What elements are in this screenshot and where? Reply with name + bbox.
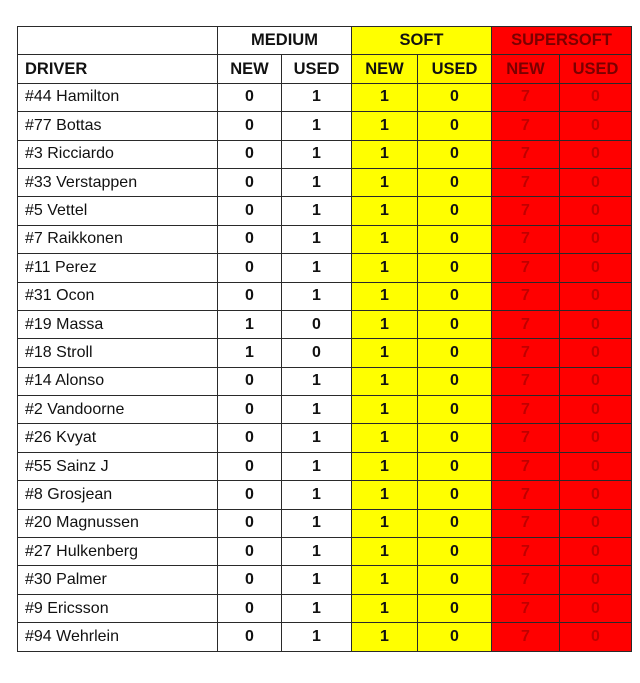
group-header-row [18,27,632,55]
supersoft-used-cell: 0 [560,509,632,537]
medium-used-cell: 1 [282,282,352,310]
medium-new-cell: 0 [218,452,282,480]
table-row [18,339,632,367]
soft-used-cell: 0 [418,594,492,622]
medium-new-cell: 0 [218,112,282,140]
medium-used-header: USED [282,55,352,83]
table-row [18,168,632,196]
soft-new-cell: 1 [352,594,418,622]
medium-new-cell: 0 [218,396,282,424]
soft-used-cell: 0 [418,509,492,537]
soft-new-cell: 1 [352,509,418,537]
supersoft-new-cell: 7 [492,481,560,509]
table-row [18,83,632,111]
medium-used-cell: 1 [282,197,352,225]
driver-name-cell: #18 Stroll [18,339,218,367]
supersoft-new-cell: 7 [492,566,560,594]
driver-name-cell: #94 Wehrlein [18,623,218,651]
soft-new-cell: 1 [352,83,418,111]
table-row [18,367,632,395]
soft-new-cell: 1 [352,452,418,480]
soft-used-cell: 0 [418,367,492,395]
medium-new-cell: 0 [218,509,282,537]
medium-new-cell: 0 [218,424,282,452]
soft-new-cell: 1 [352,254,418,282]
table-row [18,538,632,566]
table-row [18,396,632,424]
supersoft-used-cell: 0 [560,594,632,622]
table-row [18,509,632,537]
soft-new-cell: 1 [352,197,418,225]
table-body [18,27,632,652]
supersoft-new-cell: 7 [492,282,560,310]
soft-used-cell: 0 [418,452,492,480]
medium-new-cell: 0 [218,254,282,282]
supersoft-new-cell: 7 [492,112,560,140]
tire-allocation-table [17,26,632,652]
supersoft-new-cell: 7 [492,367,560,395]
medium-new-cell: 0 [218,623,282,651]
supersoft-used-cell: 0 [560,140,632,168]
soft-used-cell: 0 [418,254,492,282]
driver-name-cell: #31 Ocon [18,282,218,310]
soft-used-header: USED [418,55,492,83]
soft-used-cell: 0 [418,168,492,196]
table-row [18,424,632,452]
driver-name-cell: #14 Alonso [18,367,218,395]
driver-name-cell: #3 Ricciardo [18,140,218,168]
medium-used-cell: 1 [282,623,352,651]
supersoft-used-cell: 0 [560,367,632,395]
supersoft-used-header: USED [560,55,632,83]
medium-new-cell: 0 [218,566,282,594]
supersoft-used-cell: 0 [560,424,632,452]
soft-new-cell: 1 [352,112,418,140]
driver-name-cell: #30 Palmer [18,566,218,594]
soft-new-cell: 1 [352,481,418,509]
soft-used-cell: 0 [418,310,492,338]
supersoft-new-cell: 7 [492,168,560,196]
supersoft-used-cell: 0 [560,254,632,282]
driver-name-cell: #2 Vandoorne [18,396,218,424]
driver-name-cell: #55 Sainz J [18,452,218,480]
soft-used-cell: 0 [418,339,492,367]
supersoft-used-cell: 0 [560,452,632,480]
driver-name-cell: #77 Bottas [18,112,218,140]
medium-group-header: MEDIUM [218,27,352,55]
soft-used-cell: 0 [418,197,492,225]
medium-new-cell: 1 [218,310,282,338]
supersoft-new-cell: 7 [492,339,560,367]
supersoft-group-header: SUPERSOFT [492,27,632,55]
medium-new-cell: 0 [218,538,282,566]
table-row [18,225,632,253]
supersoft-new-cell: 7 [492,225,560,253]
soft-new-cell: 1 [352,396,418,424]
medium-new-cell: 0 [218,225,282,253]
supersoft-used-cell: 0 [560,481,632,509]
table-row [18,594,632,622]
soft-used-cell: 0 [418,140,492,168]
soft-used-cell: 0 [418,396,492,424]
soft-new-cell: 1 [352,310,418,338]
medium-new-cell: 0 [218,168,282,196]
table-row [18,452,632,480]
soft-new-cell: 1 [352,538,418,566]
driver-column-header: DRIVER [18,55,218,83]
empty-corner-cell [18,27,218,55]
medium-used-cell: 1 [282,594,352,622]
medium-used-cell: 1 [282,367,352,395]
supersoft-new-cell: 7 [492,140,560,168]
medium-new-cell: 0 [218,282,282,310]
soft-used-cell: 0 [418,112,492,140]
medium-used-cell: 1 [282,452,352,480]
soft-new-cell: 1 [352,225,418,253]
supersoft-new-cell: 7 [492,424,560,452]
medium-new-cell: 0 [218,594,282,622]
driver-name-cell: #44 Hamilton [18,83,218,111]
table-row [18,112,632,140]
supersoft-used-cell: 0 [560,566,632,594]
medium-used-cell: 1 [282,396,352,424]
driver-name-cell: #5 Vettel [18,197,218,225]
supersoft-new-cell: 7 [492,452,560,480]
table-row [18,197,632,225]
driver-name-cell: #33 Verstappen [18,168,218,196]
supersoft-used-cell: 0 [560,168,632,196]
table-row [18,254,632,282]
supersoft-new-cell: 7 [492,538,560,566]
table-row [18,481,632,509]
soft-new-cell: 1 [352,424,418,452]
supersoft-new-cell: 7 [492,594,560,622]
table-row [18,282,632,310]
supersoft-new-cell: 7 [492,83,560,111]
soft-used-cell: 0 [418,566,492,594]
soft-new-cell: 1 [352,168,418,196]
supersoft-used-cell: 0 [560,197,632,225]
medium-new-cell: 0 [218,367,282,395]
medium-used-cell: 1 [282,254,352,282]
supersoft-used-cell: 0 [560,282,632,310]
supersoft-new-header: NEW [492,55,560,83]
soft-new-cell: 1 [352,566,418,594]
driver-name-cell: #8 Grosjean [18,481,218,509]
medium-used-cell: 0 [282,339,352,367]
soft-new-cell: 1 [352,140,418,168]
medium-used-cell: 1 [282,481,352,509]
soft-used-cell: 0 [418,83,492,111]
supersoft-used-cell: 0 [560,396,632,424]
driver-name-cell: #19 Massa [18,310,218,338]
soft-new-header: NEW [352,55,418,83]
soft-used-cell: 0 [418,282,492,310]
supersoft-used-cell: 0 [560,310,632,338]
supersoft-used-cell: 0 [560,112,632,140]
soft-new-cell: 1 [352,367,418,395]
supersoft-new-cell: 7 [492,623,560,651]
driver-name-cell: #20 Magnussen [18,509,218,537]
supersoft-used-cell: 0 [560,623,632,651]
table-row [18,310,632,338]
soft-used-cell: 0 [418,481,492,509]
medium-used-cell: 1 [282,112,352,140]
soft-used-cell: 0 [418,225,492,253]
supersoft-used-cell: 0 [560,83,632,111]
medium-used-cell: 1 [282,566,352,594]
medium-used-cell: 1 [282,140,352,168]
medium-new-cell: 0 [218,481,282,509]
supersoft-new-cell: 7 [492,396,560,424]
supersoft-new-cell: 7 [492,310,560,338]
soft-new-cell: 1 [352,623,418,651]
driver-name-cell: #9 Ericsson [18,594,218,622]
supersoft-new-cell: 7 [492,509,560,537]
medium-new-cell: 0 [218,83,282,111]
soft-group-header: SOFT [352,27,492,55]
medium-used-cell: 1 [282,168,352,196]
driver-name-cell: #27 Hulkenberg [18,538,218,566]
medium-new-cell: 0 [218,197,282,225]
medium-used-cell: 0 [282,310,352,338]
soft-used-cell: 0 [418,623,492,651]
medium-used-cell: 1 [282,509,352,537]
medium-new-header: NEW [218,55,282,83]
medium-new-cell: 0 [218,140,282,168]
supersoft-new-cell: 7 [492,197,560,225]
supersoft-used-cell: 0 [560,538,632,566]
table-row [18,140,632,168]
supersoft-new-cell: 7 [492,254,560,282]
medium-used-cell: 1 [282,424,352,452]
soft-used-cell: 0 [418,424,492,452]
medium-used-cell: 1 [282,538,352,566]
supersoft-used-cell: 0 [560,225,632,253]
table-row [18,623,632,651]
medium-used-cell: 1 [282,83,352,111]
driver-name-cell: #7 Raikkonen [18,225,218,253]
column-header-row [18,55,632,83]
medium-used-cell: 1 [282,225,352,253]
supersoft-used-cell: 0 [560,339,632,367]
soft-used-cell: 0 [418,538,492,566]
medium-new-cell: 1 [218,339,282,367]
soft-new-cell: 1 [352,339,418,367]
soft-new-cell: 1 [352,282,418,310]
table-row [18,566,632,594]
driver-name-cell: #26 Kvyat [18,424,218,452]
driver-name-cell: #11 Perez [18,254,218,282]
